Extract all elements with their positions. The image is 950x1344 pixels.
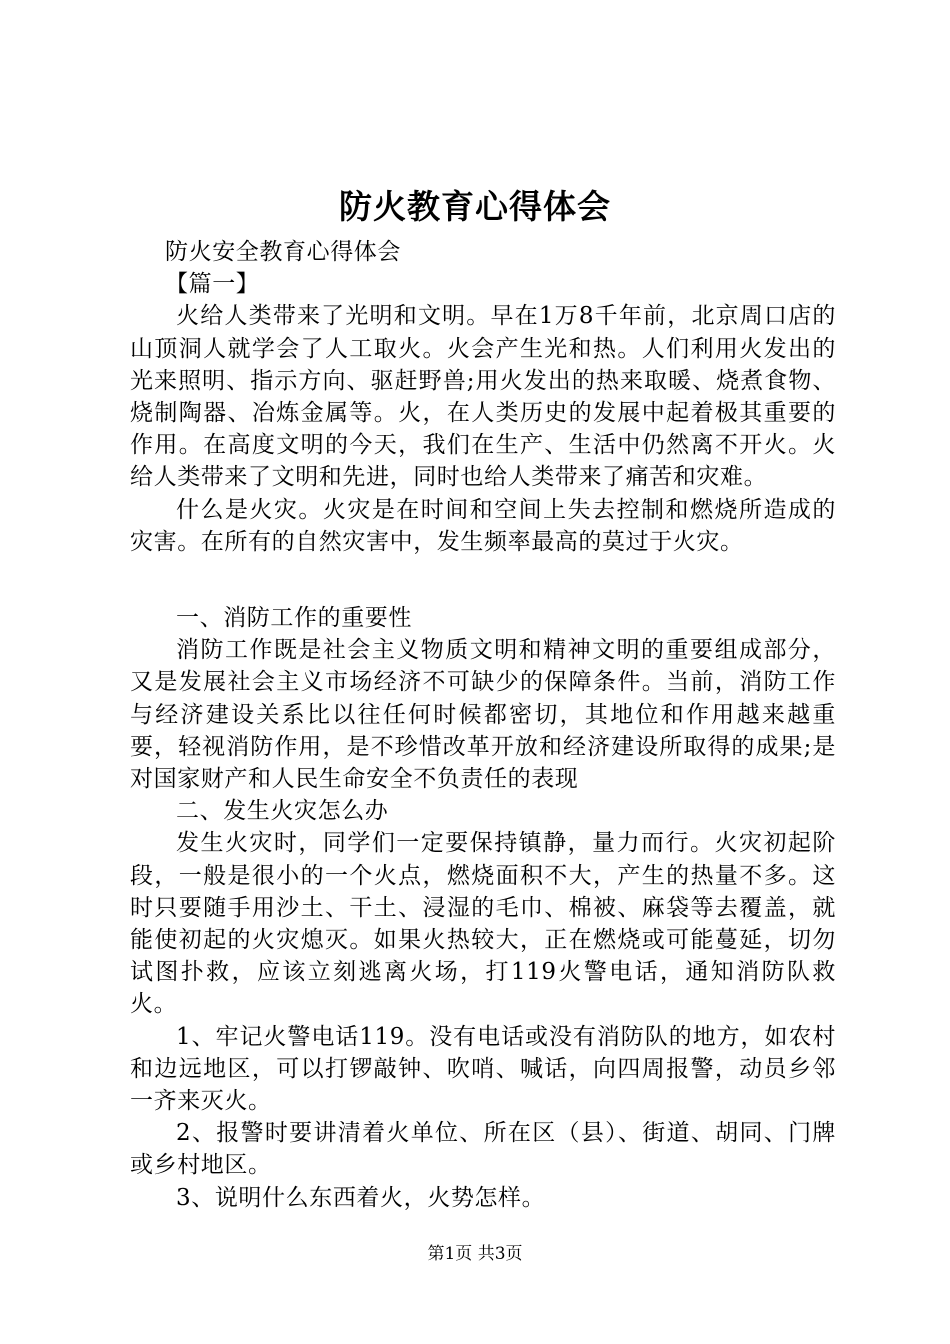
paragraph-intro: 火给人类带来了光明和文明。早在1万8千年前，北京周口店的山顶洞人就学会了人工取火。火会产生光和热。人们利用火发出的光来照明、指示方向、驱赶野兽;用火发出的热来取暖、烧煮食物、烧制陶器、冶炼金属等。火，在人类历史的发展中起着极其重要的作用。在高度文明的今天，我们在生产、生活中仍然离不开火。火给人类带来了文明和先进，同时也给人类带来了痛苦和灾难。 <box>130 303 836 491</box>
heading-what-to-do: 二、发生火灾怎么办 <box>176 798 389 825</box>
document-subtitle: 防火安全教育心得体会 <box>165 239 401 265</box>
list-item-report-location: 2、报警时要讲清着火单位、所在区（县）、街道、胡同、门牌或乡村地区。 <box>130 1120 836 1179</box>
section-marker: 【篇一】 <box>165 271 260 298</box>
list-item-describe-fire: 3、说明什么东西着火，火势怎样。 <box>176 1184 546 1211</box>
heading-importance: 一、消防工作的重要性 <box>176 605 412 632</box>
paragraph-gap <box>130 558 836 602</box>
document-body <box>130 236 836 1214</box>
paragraph-fire-definition: 什么是火灾。火灾是在时间和空间上失去控制和燃烧所造成的灾害。在所有的自然灾害中，发生频率最高的莫过于火灾。 <box>130 496 836 555</box>
paragraph-what-to-do: 发生火灾时，同学们一定要保持镇静，量力而行。火灾初起阶段，一般是很小的一个火点，燃烧面积不大，产生的热量不多。这时只要随手用沙土、干土、浸湿的毛巾、棉被、麻袋等去覆盖，就能使初起的火灾熄灭。如果火热较大，正在燃烧或可能蔓延，切勿试图扑救，应该立刻逃离火场，打119火警电话，通知消防队救火。 <box>130 830 836 1018</box>
page-footer: 第1页 共3页 <box>427 1244 523 1264</box>
paragraph-importance: 消防工作既是社会主义物质文明和精神文明的重要组成部分，又是发展社会主义市场经济不可缺少的保障条件。当前，消防工作与经济建设关系比以往任何时候都密切，其地位和作用越来越重要，轻视消防作用，是不珍惜改革开放和经济建设所取得的成果;是对国家财产和人民生命安全不负责任的表现 <box>130 637 836 793</box>
page-title: 防火教育心得体会 <box>339 187 611 226</box>
list-item-remember-119: 1、牢记火警电话119。没有电话或没有消防队的地方，如农村和边远地区，可以打锣敲钟、吹哨、喊话，向四周报警，动员乡邻一齐来灭火。 <box>130 1023 836 1115</box>
